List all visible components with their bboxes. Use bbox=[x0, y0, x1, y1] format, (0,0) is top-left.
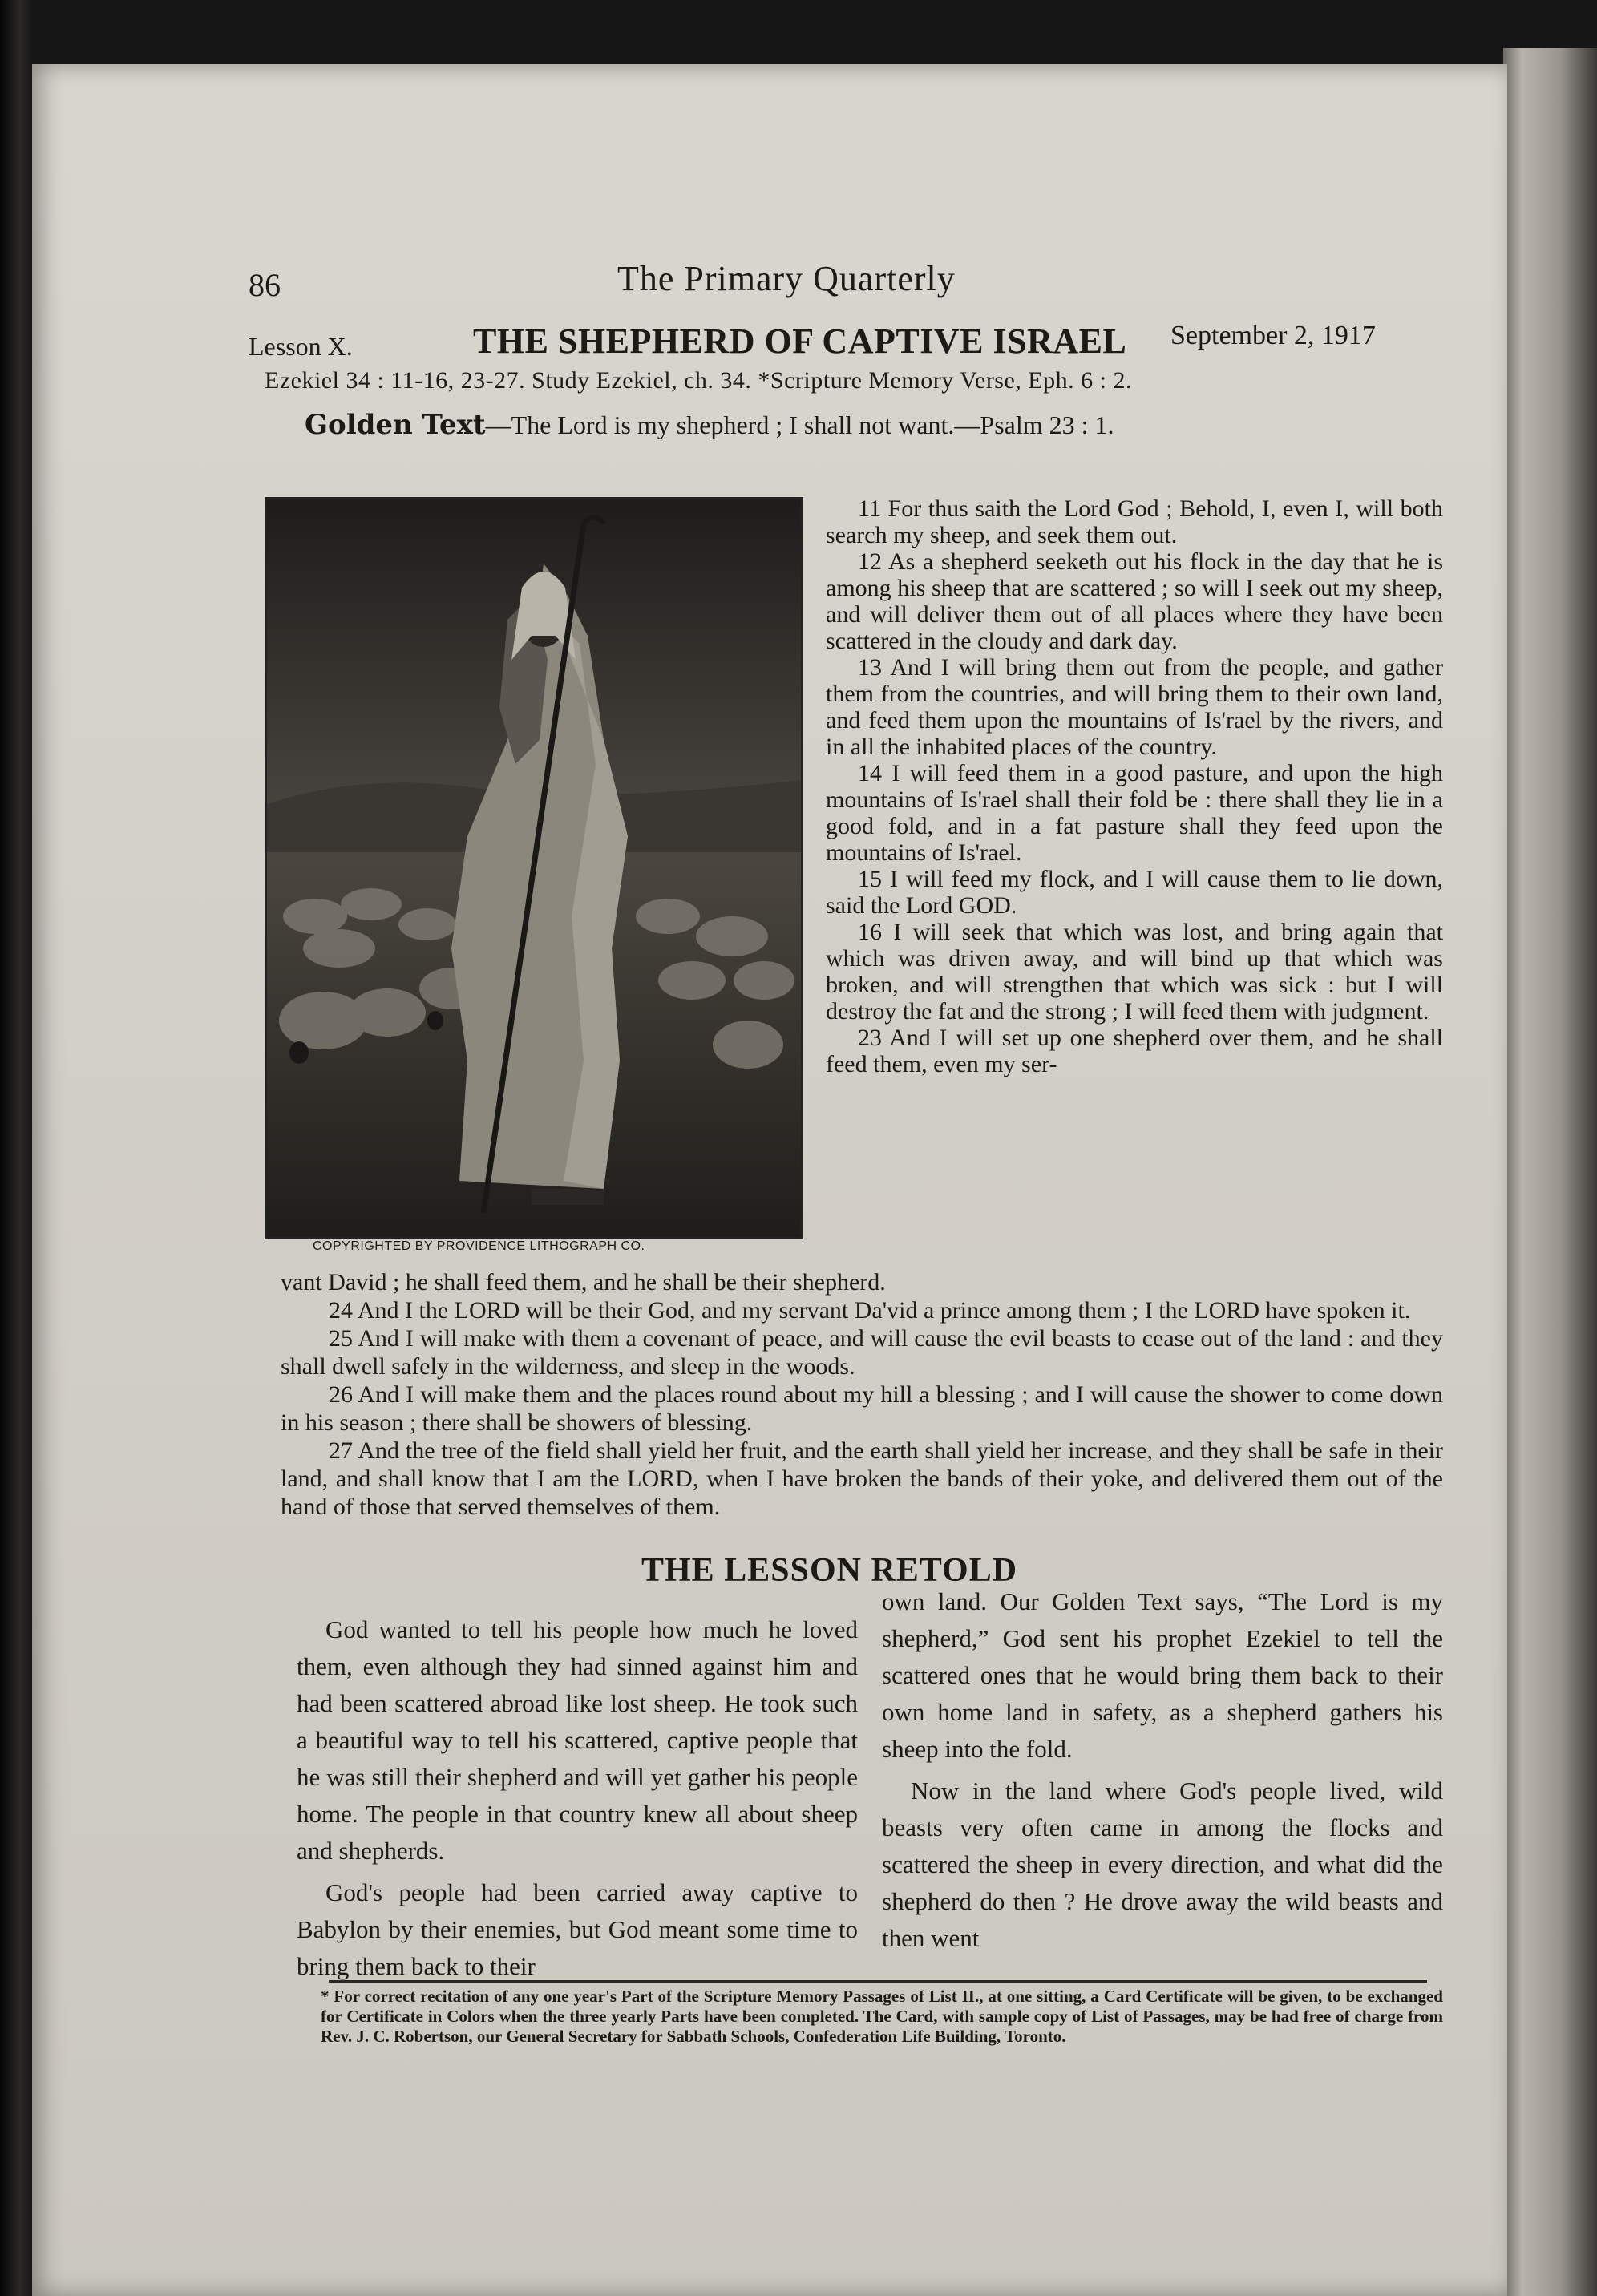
verse bbox=[826, 760, 1443, 866]
verse-text: As a shepherd seeketh out his flock in the day that he is among his sheep that are scattered ; so will I seek out my sheep, and will deliver them out of all places where they have been scattered in the cloudy and dark day. bbox=[826, 548, 1443, 654]
verse-number: 23 bbox=[858, 1025, 882, 1051]
scripture-references: Ezekiel 34 : 11-16, 23-27. Study Ezekiel, ch. 34. *Scripture Memory Verse, Eph. 6 : 2. bbox=[265, 367, 1132, 394]
verse-text: For thus saith the Lord God ; Behold, I, even I, will both search my sheep, and seek them out. bbox=[826, 495, 1444, 548]
publication-title: The Primary Quarterly bbox=[617, 259, 956, 298]
retold-column-left bbox=[297, 1611, 858, 1990]
verse-number: 13 bbox=[858, 654, 882, 681]
verse bbox=[826, 654, 1443, 760]
footnote-divider bbox=[329, 1980, 1427, 1983]
running-head bbox=[249, 258, 1451, 306]
verse-number: 24 bbox=[329, 1297, 353, 1324]
scripture-verses-right bbox=[826, 495, 1443, 1077]
verse bbox=[281, 1437, 1443, 1521]
verse bbox=[281, 1380, 1443, 1437]
lesson-number: Lesson X. bbox=[249, 332, 353, 361]
paragraph: God's people had been carried away captive to Babylon by their enemies, but God meant some time to bring them back to their bbox=[297, 1878, 858, 1980]
verse bbox=[826, 866, 1443, 919]
lesson-header bbox=[249, 321, 1451, 369]
book-spine bbox=[0, 0, 34, 2296]
verse-text: And I will set up one shepherd over them, and he shall feed them, even my ser- bbox=[826, 1025, 1443, 1077]
golden-text bbox=[305, 409, 1347, 441]
verse-number: 27 bbox=[329, 1437, 353, 1464]
verse-text: And I will make with them a covenant of peace, and will cause the evil beasts to cease out of the land : and they shall dwell safely in the wilderness, and sleep in the woods. bbox=[281, 1325, 1443, 1380]
section-heading: THE LESSON RETOLD bbox=[641, 1552, 1018, 1589]
paragraph: Now in the land where God's people lived, wild beasts very often came in among the flocks and scattered the sheep in every direction, and what did the shepherd do then ? He drove away the wild beasts and then went bbox=[882, 1777, 1443, 1952]
retold-column-right bbox=[882, 1583, 1443, 1962]
verse-text: I will seek that which was lost, and bring again that which was driven away, and will bind up that which was broken, and will strengthen that which was sick : but I will destroy the fat and the strong ; I will feed them with judgment. bbox=[826, 919, 1444, 1025]
golden-text-label: Golden Text bbox=[305, 409, 486, 441]
verse-number: 25 bbox=[329, 1325, 353, 1352]
page-number: 86 bbox=[249, 267, 281, 303]
verse-number: 15 bbox=[858, 866, 882, 892]
footnote: * For correct recitation of any one year's Part of the Scripture Memory Passages of List II., at one sitting, a Card Certificate will be given, to be exchanged for Certificate in Colors when the three yearly Parts have been completed. The Card, with sample copy of List of Passages, may be had free of charge from Rev. J. C. Robertson, our General Secretary for Sabbath Schools, Confederation Life Building, Toronto. bbox=[321, 1987, 1443, 2046]
illustration-frame bbox=[265, 497, 803, 1239]
paragraph: own land. Our Golden Text says, “The Lord is my shepherd,” God sent his prophet Ezekiel to tell the scattered ones that he would bring them back to their own home land in safety, as a shepherd gathers his sheep into the fold. bbox=[882, 1587, 1443, 1763]
verse-text: I will feed my flock, and I will cause them to lie down, said the Lord GOD. bbox=[826, 866, 1443, 919]
paragraph: God wanted to tell his people how much he loved them, even although they had sinned against him and had been scattered abroad like lost sheep. He took such a beautiful way to tell his scattered, captive people that he was still their shepherd and will yet gather his people home. The people in that country knew all about sheep and shepherds. bbox=[297, 1615, 858, 1865]
verse-number: 14 bbox=[858, 760, 882, 786]
verse-text: And I will make them and the places round about my hill a blessing ; and I will cause the shower to come down in his season ; there shall be showers of blessing. bbox=[281, 1381, 1443, 1436]
verse-text: And I will bring them out from the people, and gather them from the countries, and will bring them to their own land, and feed them upon the mountains of Is'rael by the rivers, and in all the inhabited places of the country. bbox=[826, 654, 1443, 760]
shepherd-picture bbox=[267, 499, 801, 1237]
illustration-caption: COPYRIGHTED BY PROVIDENCE LITHOGRAPH CO. bbox=[313, 1239, 645, 1253]
verse bbox=[826, 548, 1443, 654]
verse-number: 16 bbox=[858, 919, 882, 945]
golden-text-body: —The Lord is my shepherd ; I shall not want.—Psalm 23 : 1. bbox=[485, 410, 1114, 439]
scripture-verses-full-width bbox=[281, 1268, 1443, 1521]
verse bbox=[826, 1025, 1443, 1077]
verse-number: 12 bbox=[858, 548, 882, 575]
verse-text: vant David ; he shall feed them, and he shall be their shepherd. bbox=[281, 1269, 886, 1296]
verse-continuation bbox=[281, 1268, 1443, 1296]
lesson-date: September 2, 1917 bbox=[1170, 321, 1376, 350]
verse bbox=[826, 495, 1443, 548]
verse-number: 11 bbox=[858, 495, 881, 522]
verse bbox=[281, 1324, 1443, 1380]
facing-page-edge bbox=[1503, 48, 1597, 2296]
verse bbox=[281, 1296, 1443, 1324]
verse-text: And I the LORD will be their God, and my servant Da'vid a prince among them ; I the LORD have spoken it. bbox=[357, 1297, 1411, 1324]
verse-text: I will feed them in a good pasture, and upon the high mountains of Is'rael shall their fold be : there shall they lie in a good fold, and in a fat pasture shall they feed upon the mountains of Is'rael. bbox=[826, 760, 1443, 866]
verse-number: 26 bbox=[329, 1381, 353, 1408]
verse-text: And the tree of the field shall yield her fruit, and the earth shall yield her increase, and they shall be safe in their land, and shall know that I am the LORD, when I have broken the bands of their yoke, and delivered them out of the hand of those that served themselves of them. bbox=[281, 1437, 1443, 1520]
lesson-title: THE SHEPHERD OF CAPTIVE ISRAEL bbox=[473, 321, 1127, 361]
verse bbox=[826, 919, 1443, 1025]
shepherd-illustration bbox=[265, 497, 802, 1268]
